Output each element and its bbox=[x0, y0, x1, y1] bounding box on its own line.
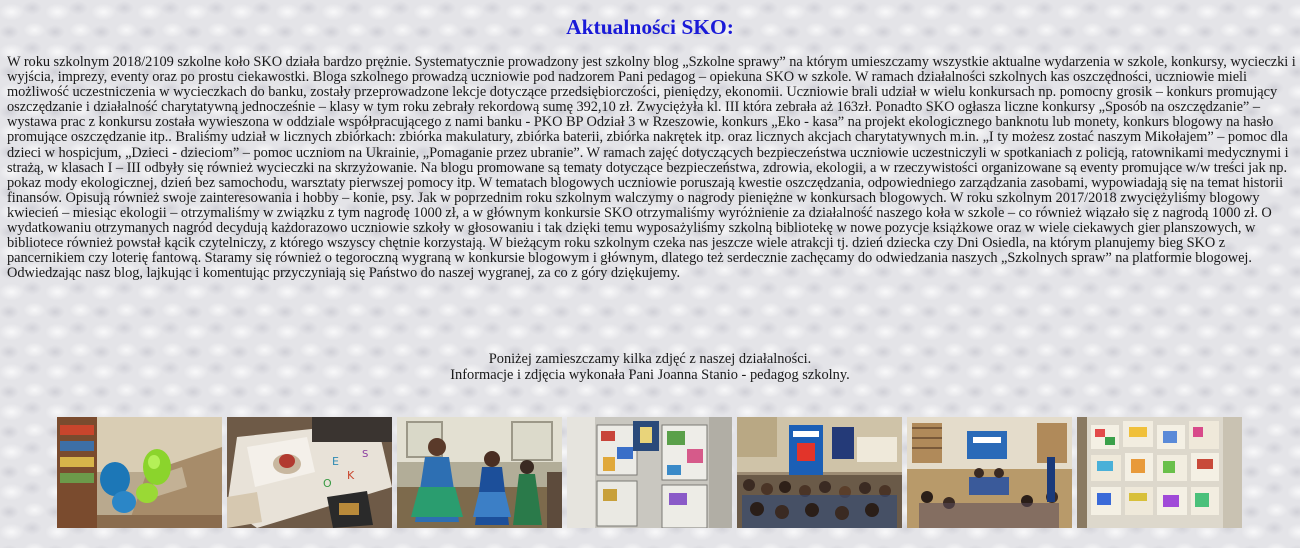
books-photo-image bbox=[227, 417, 392, 528]
gallery-photo-first-aid[interactable] bbox=[907, 417, 1072, 528]
assembly-photo-image bbox=[737, 417, 902, 528]
fashion-show-photo-image bbox=[397, 417, 562, 528]
first-aid-photo-image bbox=[907, 417, 1072, 528]
photo-credit-text: Informacje i zdjęcia wykonała Pani Joanna Stanio - pedagog szkolny. bbox=[450, 367, 850, 383]
gallery-photo-wall-display[interactable] bbox=[567, 417, 732, 528]
page-title: Aktualności SKO: bbox=[566, 15, 734, 39]
photo-gallery bbox=[57, 417, 1242, 528]
gallery-photo-library[interactable] bbox=[57, 417, 222, 528]
drawings-photo-image bbox=[1077, 417, 1242, 528]
svg-text:E: E bbox=[332, 455, 339, 468]
gallery-photo-assembly[interactable] bbox=[737, 417, 902, 528]
photo-info bbox=[0, 351, 1300, 383]
svg-text:S: S bbox=[362, 449, 369, 460]
wall-display-photo-image bbox=[567, 417, 732, 528]
svg-text:O: O bbox=[323, 477, 332, 490]
svg-text:K: K bbox=[347, 469, 355, 482]
article-paragraph: W roku szkolnym 2018/2109 szkolne koło SKO działa bardzo prężnie. Systematycznie prowadzony jest szkolny blog „Szkolne sprawy” na którym umieszczamy wszystkie aktualne wydarzenia w szkole, konkursy, wycieczki i wyjścia, imprezy, eventy oraz po prostu ciekawostki. Bloga szkolnego prowadzą uczniowie pod nadzorem Pani pedagog – opiekuna SKO w szkole. W ramach działalności szkolnych kas oszczędności, uczniowie mieli możliwość uczestniczenia w wycieczkach do banku, zostały przeprowadzone lekcje dotyczące przedsiębiorczości, pieniędzy, ekonomii. Uczniowie brali udział w wielu konkursach np. pomocny grosik – konkurs promujący oszczędzanie i działalność charytatywną jednocześnie – klasy w tym roku zebrały rekordową sumę 392,10 zł. Zwyciężyła kl. III która zebrała aż 163zł. Ponadto SKO ogłasza liczne konkursy „Sposób na oszczędzanie” – wystawa prac z konkursu została wywieszona w oddziale współpracującego z nami banku - PKO BP Odział 3 w Rzeszowie, konkurs „Eko - kasa” na projekt ekologicznego banknotu lub monety, konkurs blogowy na hasło promujące oszczędzanie itp.. Braliśmy udział w licznych zbiórkach: zbiórka makulatury, zbiórka baterii, zbiórka nakrętek itp. oraz licznych akcjach charytatywnych m.in. „I ty możesz zostać naszym Mikołajem” – pomoc dla dzieci w hospicjum, „Dzieci - dzieciom” – pomoc uczniom na Ukrainie, „Pomaganie przez ubranie”. W ramach zajęć dotyczących bezpieczeństwa uczniowie uczestniczyli w spotkaniach z policją, ratownikami medycznymi i strażą, w klasach I – III odbyły się również wycieczki na skrzyżowanie. Na blogu promowane są tematy dotyczące bezpieczeństwa, zdrowia, ekologii, a w rzeczywistości organizowane są eventy promujące w/w treści jak np. pokaz mody ekologicznej, dzień bez samochodu, warsztaty pierwszej pomocy itp. W tematach blogowych uczniowie poruszają kwestie oszczędzania, odpowiedniego zarządzania zasobami, wypowiadają się na temat historii finansów. Opisują również swoje zainteresowania i hobby – konie, psy. Jak w poprzednim roku szkolnym walczymy o nagrody pieniężne w konkursach blogowych. W roku szkolnym 2017/2018 zwyciężyliśmy blogowy kwiecień – miesiąc ekologii – otrzymaliśmy w związku z tym nagrodę 1000 zł, a w głównym konkursie SKO otrzymaliśmy wyróżnienie za działalność naszego koła w szkole – co również wiązało się z nagrodą 1000 zł. O wydatkowaniu otrzymanych nagród decydują każdorazowo uczniowie szkoły w głosowaniu i tak dzięki temu wyposażyliśmy szkolną bibliotekę w nowe pozycje książkowe oraz w wiele ciekawych gier planszowych, w bibliotece również powstał kącik czytelniczy, z którego wszyscy chętnie korzystają. W bieżącym roku szkolnym czeka nas jeszcze wiele atrakcji tj. dzień dziecka czy Dni Osiedla, na którym planujemy bieg SKO z pancernikiem czy loterię fantową. Staramy się również o tegoroczną wygraną w konkursie blogowym i głównym, dlatego też serdecznie zachęcamy do odwiedzania naszych „Szkolnych spraw” na platformie blogowej. Odwiedzając nasz blog, lajkując i komentując przyczyniają się Państwo do naszej wygranej, za co z góry dziękujemy. bbox=[7, 54, 1296, 282]
gallery-photo-books[interactable] bbox=[227, 417, 392, 528]
gallery-photo-drawings[interactable] bbox=[1077, 417, 1242, 528]
gallery-photo-fashion-show[interactable] bbox=[397, 417, 562, 528]
library-photo-image bbox=[57, 417, 222, 528]
photo-intro-text: Poniżej zamieszczamy kilka zdjęć z naszej działalności. bbox=[488, 351, 812, 367]
